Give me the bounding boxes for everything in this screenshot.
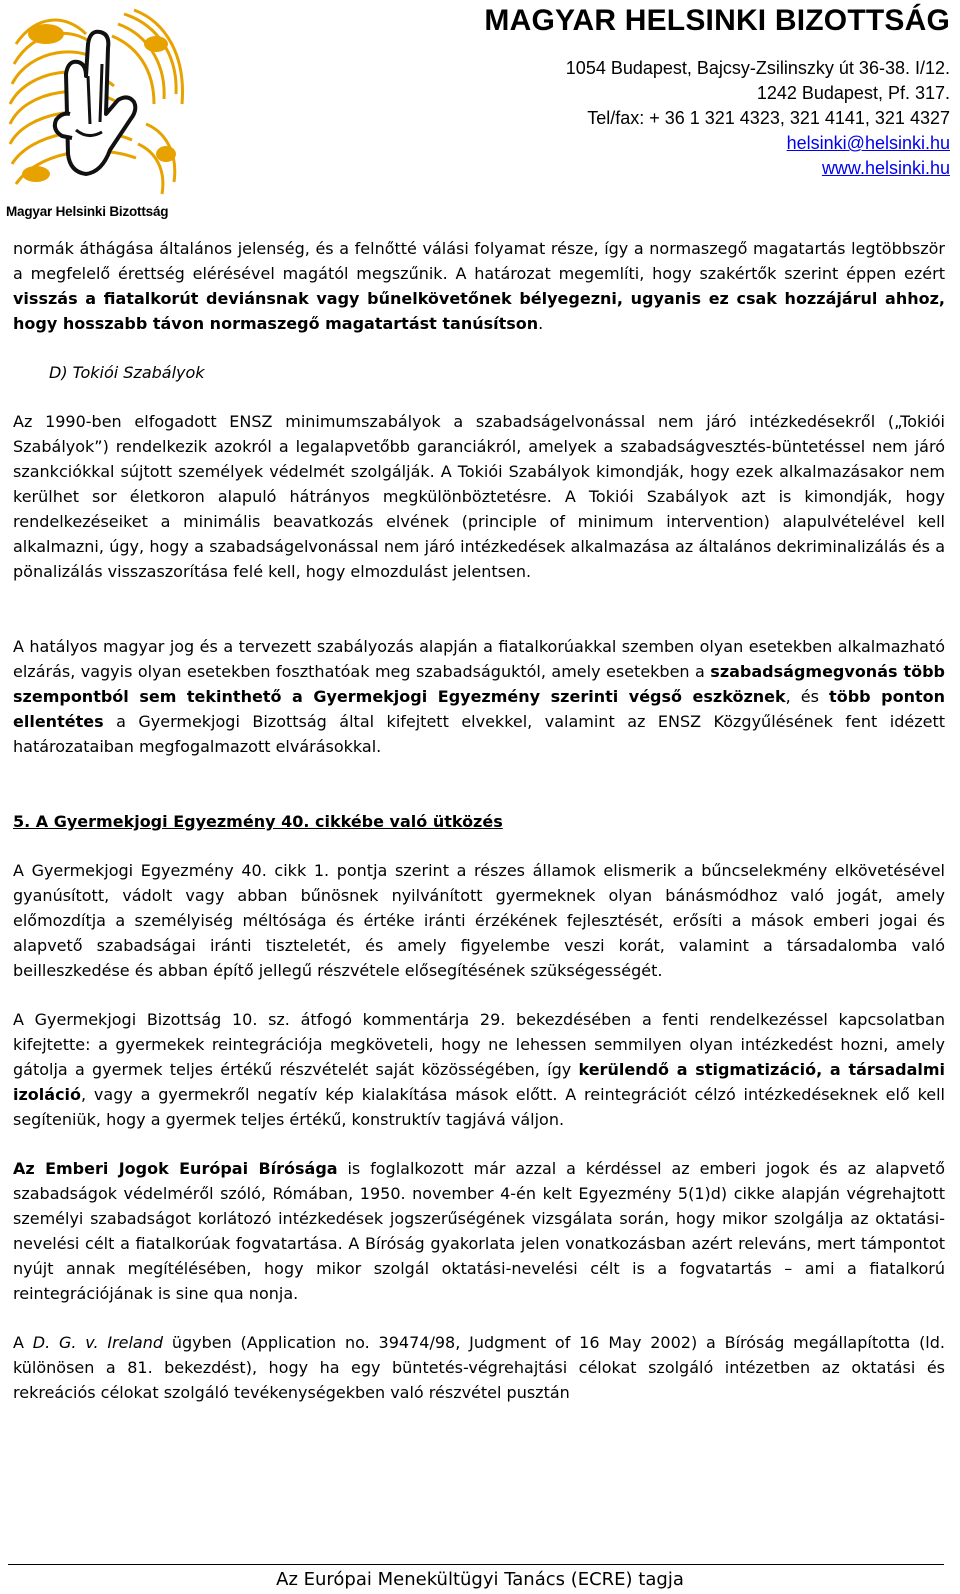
paragraph-5-text-a: A Gyermekjogi Bizottság 10. sz. átfogó kommentárja 29. bekezdésében a fenti rendelkezéssel kapcsolatban kifejtette: a gyermekek reintegrációja megköveteli, hogy ne lehessen semmilyen olyan intézkedést hozni, amely gátolja a gyermek teljes értékű részvételét saját közösségében, így bbox=[13, 1010, 945, 1079]
footer-divider bbox=[8, 1564, 944, 1565]
paragraph-3-text-c: , és bbox=[785, 687, 830, 706]
paragraph-6 bbox=[13, 1156, 945, 1306]
address-line-1: 1054 Budapest, Bajcsy-Zsilinszky út 36-38. I/12. bbox=[565, 58, 950, 78]
helsinki-hand-face-logo-icon bbox=[6, 4, 186, 204]
document-body bbox=[13, 236, 945, 1405]
paragraph-3-bold-b: több ponton ellentétes bbox=[13, 687, 946, 731]
paragraph-3 bbox=[13, 634, 945, 759]
subheading-tokyo-rules: D) Tokiói Szabályok bbox=[49, 363, 205, 382]
paragraph-1 bbox=[13, 236, 945, 336]
paragraph-6-bold: Az Emberi Jogok Európai Bírósága bbox=[13, 1159, 338, 1178]
phone-fax: Tel/fax: + 36 1 321 4323, 321 4141, 321 4327 bbox=[587, 108, 950, 128]
paragraph-1-text-a: normák áthágása általános jelenség, és a felnőtté válási folyamat része, így a normaszegő magatartás legtöbbször a megfelelő érettség elérésével magától megszűnik. A határozat megemlíti, hogy szakértők szerint éppen ezért bbox=[13, 239, 945, 283]
paragraph-7-text-c: ügyben (Application no. 39474/98, Judgment of 16 May 2002) a Bíróság megállapította (ld. különösen a 81. bekezdést), hogy ha egy büntetés-végrehajtási célokat szolgáló intézetben az oktatási és rekreációs célokat szolgáló tevékenységekben való részvétel pusztán bbox=[13, 1333, 945, 1402]
paragraph-4: A Gyermekjogi Egyezmény 40. cikk 1. pontja szerint a részes államok elismerik a bűncselekmény elkövetésével gyanúsított, vádolt vagy abban bűnösnek nyilvánított gyermeknek olyan bánásmódhoz való jogát, amely előmozdítja a személyiség méltósága és értéke iránti érzékének fejlesztését, erősíti a mások emberi jogai és alapvető szabadságai iránti tiszteletét, és amely figyelembe veszi korát, valamint a társadalomba való beilleszkedése és abban építő jellegű részvétele elősegítésének szükségességét. bbox=[13, 861, 945, 980]
paragraph-1-bold: visszás a fiatalkorút deviánsnak vagy bűnelkövetőnek bélyegezni, ugyanis ez csak hozzájárul ahhoz, hogy hosszabb távon normaszegő magatartást tanúsítson bbox=[13, 289, 945, 333]
paragraph-5 bbox=[13, 1007, 945, 1132]
paragraph-3-text-a: A hatályos magyar jog és a tervezett szabályozás alapján a fiatalkorúakkal szemben olyan esetekben alkalmazható elzárás, vagyis olyan esetekben foszthatóak meg szabadságuktól, amely esetekben a bbox=[13, 637, 945, 681]
paragraph-1-text-c: . bbox=[538, 314, 544, 333]
logo-caption: Magyar Helsinki Bizottság bbox=[6, 204, 169, 219]
website-link[interactable]: www.helsinki.hu bbox=[821, 158, 950, 178]
organization-logo bbox=[6, 4, 186, 224]
email-link[interactable]: helsinki@helsinki.hu bbox=[786, 133, 950, 153]
organization-header bbox=[484, 4, 950, 181]
paragraph-6-text: is foglalkozott már azzal a kérdéssel az emberi jogok és az alapvető szabadságok védelméről szóló, Rómában, 1950. november 4-én kelt Egyezmény 5(1)d) cikke alapján végrehajtott személyi szabadságot korlátozó intézkedések jogszerűségének vizsgálata során, hogy mikor szolgálja az oktatási-nevelési célt a fiatalkorúak fogvatartása. A Bíróság gyakorlata jelen vonatkozásban azért releváns, mert támpontot nyújt annak megítélésében, hogy mikor szolgál oktatási-nevelési célt is a fogvatartás – ami a fiatalkorú reintegrációjának is sine qua nonja. bbox=[13, 1159, 946, 1303]
address-line-2: 1242 Budapest, Pf. 317. bbox=[756, 83, 950, 103]
organization-name: MAGYAR HELSINKI BIZOTTSÁG bbox=[484, 4, 950, 37]
paragraph-5-bold: kerülendő a stigmatizáció, a társadalmi izoláció bbox=[13, 1060, 946, 1104]
paragraph-3-text-e: a Gyermekjogi Bizottság által kifejtett elvekkel, valamint az ENSZ Közgyűlésének fent idézett határozataiban megfogalmazott elvárásokkal. bbox=[13, 712, 945, 756]
paragraph-5-text-c: , vagy a gyermekről negatív kép kialakítása mások előtt. A reintegrációt célzó intézkedéseknek elő kell segíteniük, hogy a gyermek teljes értékű, konstruktív tagjává váljon. bbox=[13, 1085, 945, 1129]
paragraph-7-text-a: A bbox=[13, 1333, 33, 1352]
paragraph-7 bbox=[13, 1330, 945, 1405]
section-title: 5. A Gyermekjogi Egyezmény 40. cikkébe való ütközés bbox=[13, 812, 503, 831]
paragraph-3-bold-a: szabadságmegvonás több szempontból sem tekinthető a Gyermekjogi Egyezmény szerinti végső eszköznek bbox=[13, 662, 946, 706]
paragraph-2: Az 1990-ben elfogadott ENSZ minimumszabályok a szabadságelvonással nem járó intézkedésekről („Tokiói Szabályok”) rendelkezik azokról a legalapvetőbb garanciákról, amelyek a szabadságvesztés-büntetéssel nem járó szankciókkal sújtott személyek védelmét szolgálják. A Tokiói Szabályok kimondják, hogy ezek alkalmazásakor nem kerülhet sor életkoron alapuló hátrányos megkülönböztetésre. A Tokiói Szabályok azt is kimondják, hogy rendelkezéseiket a minimális beavatkozás elvének (principle of minimum intervention) alapulvételével kell alkalmazni, úgy, hogy a szabadságelvonással nem járó intézkedések alkalmazása az általános dekriminalizálás és a pönalizálás visszaszorítása felé kell, hogy elmozdulást jelentsen. bbox=[13, 412, 945, 581]
paragraph-7-case-name: D. G. v. Ireland bbox=[32, 1333, 164, 1352]
footer-text: Az Európai Menekültügyi Tanács (ECRE) tagja bbox=[276, 1569, 684, 1590]
